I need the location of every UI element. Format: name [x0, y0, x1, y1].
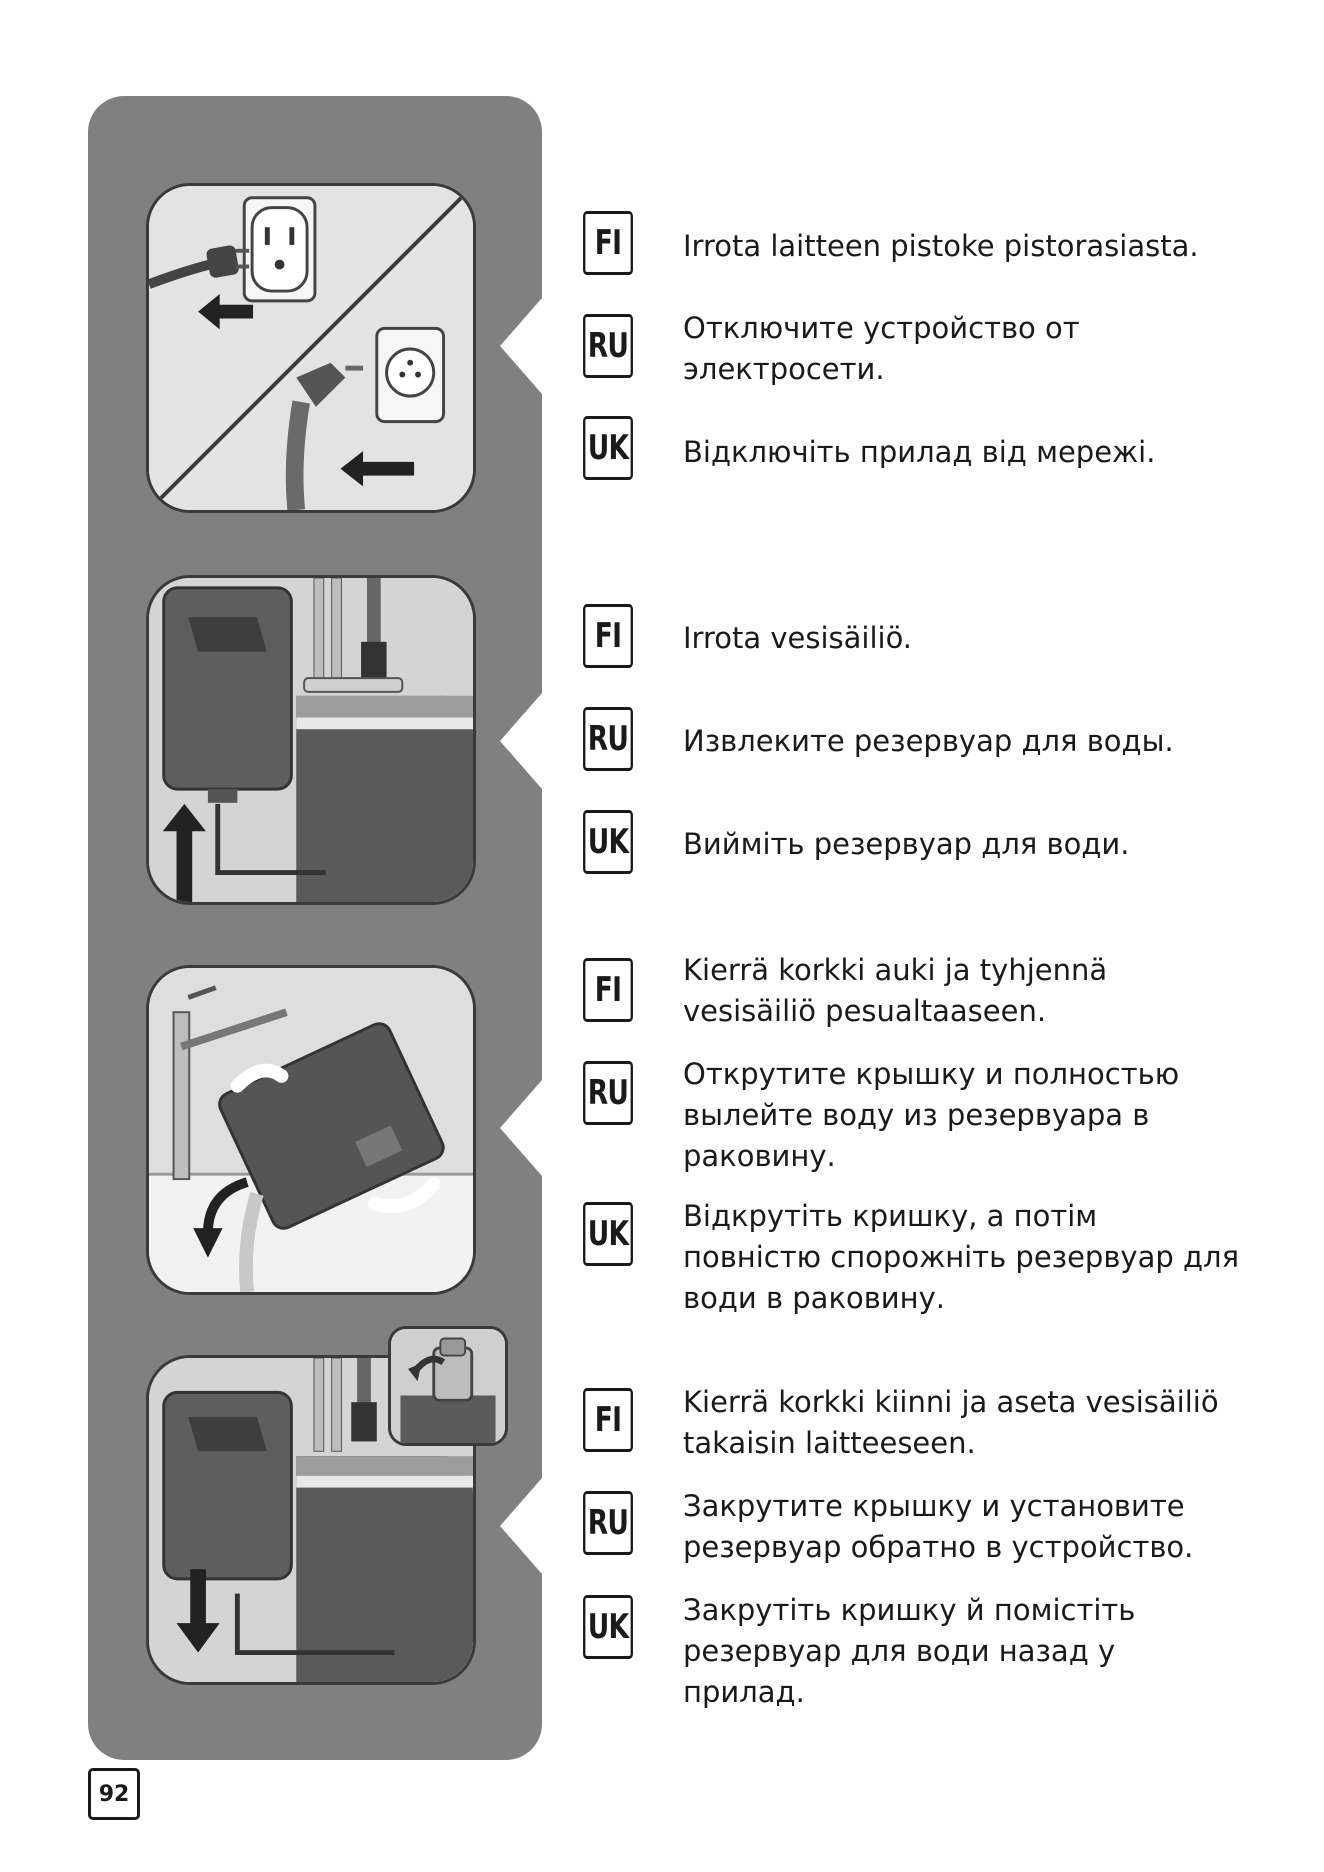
- instruction-text-fi: Irrota laitteen pistoke pistorasiasta.: [683, 229, 1199, 263]
- instruction-text-uk: Вийміть резервуар для води.: [683, 827, 1130, 861]
- lang-code-ru: RU: [583, 1061, 633, 1125]
- lang-code-uk: UK: [583, 810, 633, 874]
- lang-code-fi: FI: [583, 1388, 633, 1452]
- instruction-text-fi: Kierrä korkki kiinni ja aseta vesisäiliö takaisin laitteeseen.: [683, 1385, 1219, 1460]
- pointer-notch: [500, 693, 542, 789]
- instruction-text-uk: Відключіть прилад від мережі.: [683, 435, 1156, 469]
- pointer-notch: [500, 298, 542, 394]
- lang-code-fi: FI: [583, 958, 633, 1022]
- remove-water-tank-illustration: [146, 575, 476, 905]
- pointer-notch: [500, 1478, 542, 1574]
- instruction-text-ru: Отключите устройство от электросети.: [683, 311, 1080, 386]
- pointer-notch: [500, 1080, 542, 1176]
- instruction-text-uk: Закрутіть кришку й помістіть резервуар для води назад у прилад.: [683, 1593, 1136, 1709]
- unplug-appliance-illustration: [146, 183, 476, 513]
- cap-close-detail-illustration: [388, 1326, 508, 1446]
- lang-code-ru: RU: [583, 1491, 633, 1555]
- lang-code-uk: UK: [583, 416, 633, 480]
- lang-code-fi: FI: [583, 604, 633, 668]
- instruction-text-fi: Irrota vesisäiliö.: [683, 621, 913, 655]
- lang-code-uk: UK: [583, 1202, 633, 1266]
- lang-code-ru: RU: [583, 707, 633, 771]
- instruction-text-ru: Извлеките резервуар для воды.: [683, 724, 1174, 758]
- lang-code-ru: RU: [583, 314, 633, 378]
- instruction-text-fi: Kierrä korkki auki ja tyhjennä vesisäiliö pesualtaaseen.: [683, 953, 1108, 1028]
- instruction-text-uk: Відкрутіть кришку, а потім повністю спорожніть резервуар для води в раковину.: [683, 1199, 1240, 1315]
- instruction-text-ru: Закрутите крышку и установите резервуар обратно в устройство.: [683, 1489, 1194, 1564]
- empty-tank-into-sink-illustration: [146, 965, 476, 1295]
- page-number: 92: [88, 1768, 140, 1820]
- lang-code-fi: FI: [583, 211, 633, 275]
- instruction-text-ru: Открутите крышку и полностью вылейте воду из резервуара в раковину.: [683, 1057, 1180, 1173]
- lang-code-uk: UK: [583, 1595, 633, 1659]
